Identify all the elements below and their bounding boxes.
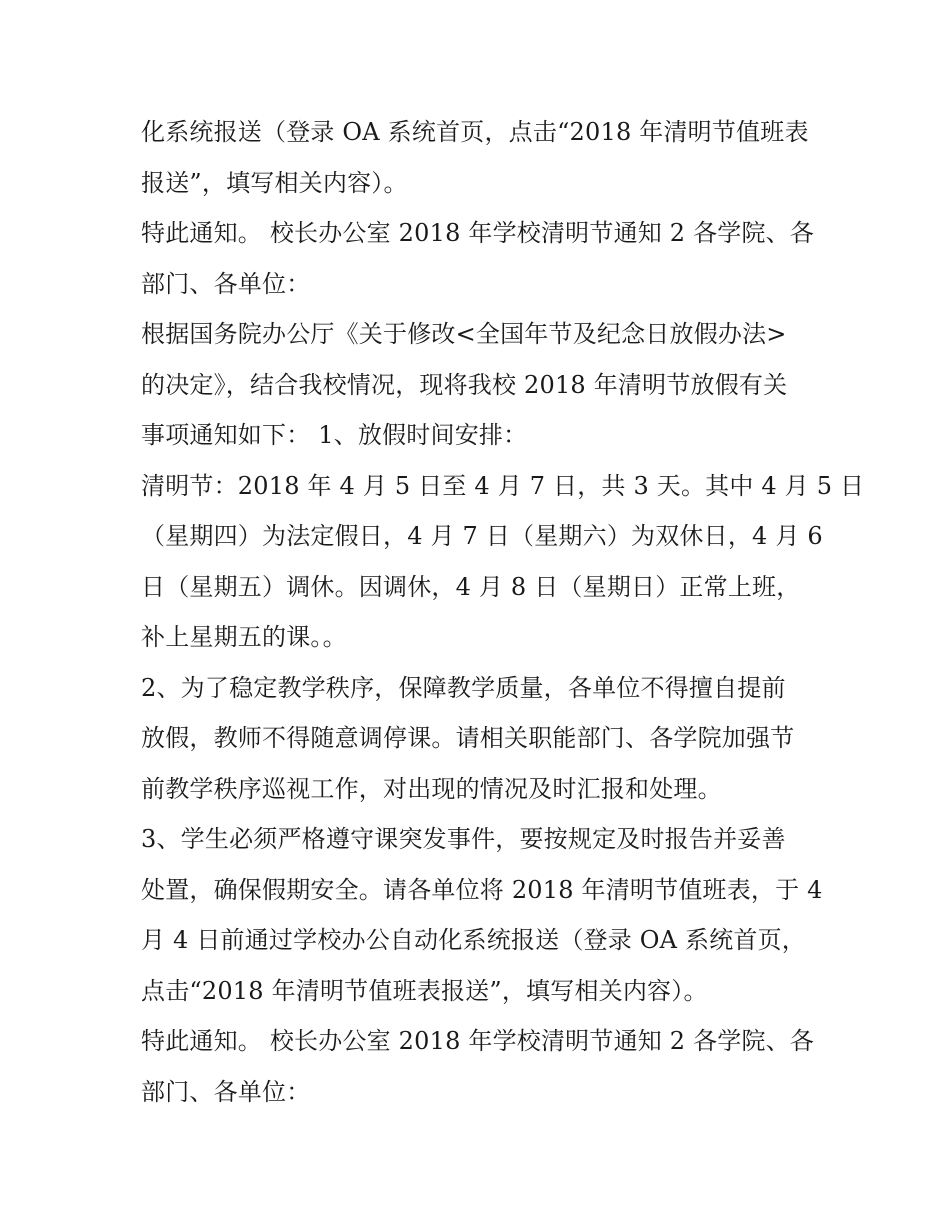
text-line: 部门、各单位： (141, 1077, 311, 1106)
text-line: 特此通知。 校长办公室 2018 年学校清明节通知 2 各学院、各 (141, 1027, 815, 1055)
text-line: 报送”，填写相关内容）。 (141, 168, 408, 197)
text-line: 点击“2018 年清明节值班表报送”，填写相关内容）。 (141, 976, 708, 1005)
text-line: 根据国务院办公厅《关于修改<全国年节及纪念日放假办法> (141, 320, 787, 348)
text-line: 处置，确保假期安全。请各单位将 2018 年清明节值班表，于 4 (141, 875, 823, 904)
text-line: 2、为了稳定教学秩序，保障教学质量，各单位不得擅自提前 (141, 673, 786, 702)
text-line: （星期四）为法定假日，4 月 7 日（星期六）为双休日，4 月 6 (141, 522, 823, 550)
text-line: 3、学生必须严格遵守课突发事件，要按规定及时报告并妥善 (141, 825, 786, 853)
text-line: 补上星期五的课。。 (141, 623, 347, 651)
text-line: 事项通知如下： 1、放假时间安排： (141, 421, 528, 449)
text-line: 放假，教师不得随意调停课。请相关职能部门、各学院加强节 (141, 724, 795, 752)
document-body (141, 107, 865, 1117)
text-line: 清明节：2018 年 4 月 5 日至 4 月 7 日，共 3 天。其中 4 月 5 日 (141, 471, 865, 500)
text-line: 化系统报送（登录 OA 系统首页，点击“2018 年清明节值班表 (141, 118, 809, 146)
text-line: 日（星期五）调休。因调休，4 月 8 日（星期日）正常上班， (141, 572, 801, 601)
text-line: 特此通知。 校长办公室 2018 年学校清明节通知 2 各学院、各 (141, 219, 815, 247)
text-line: 的决定》，结合我校情况，现将我校 2018 年清明节放假有关 (141, 370, 788, 399)
text-line: 部门、各单位： (141, 269, 311, 298)
text-line: 月 4 日前通过学校办公自动化系统报送（登录 OA 系统首页， (141, 926, 806, 954)
text-line: 前教学秩序巡视工作，对出现的情况及时汇报和处理。 (141, 774, 722, 803)
